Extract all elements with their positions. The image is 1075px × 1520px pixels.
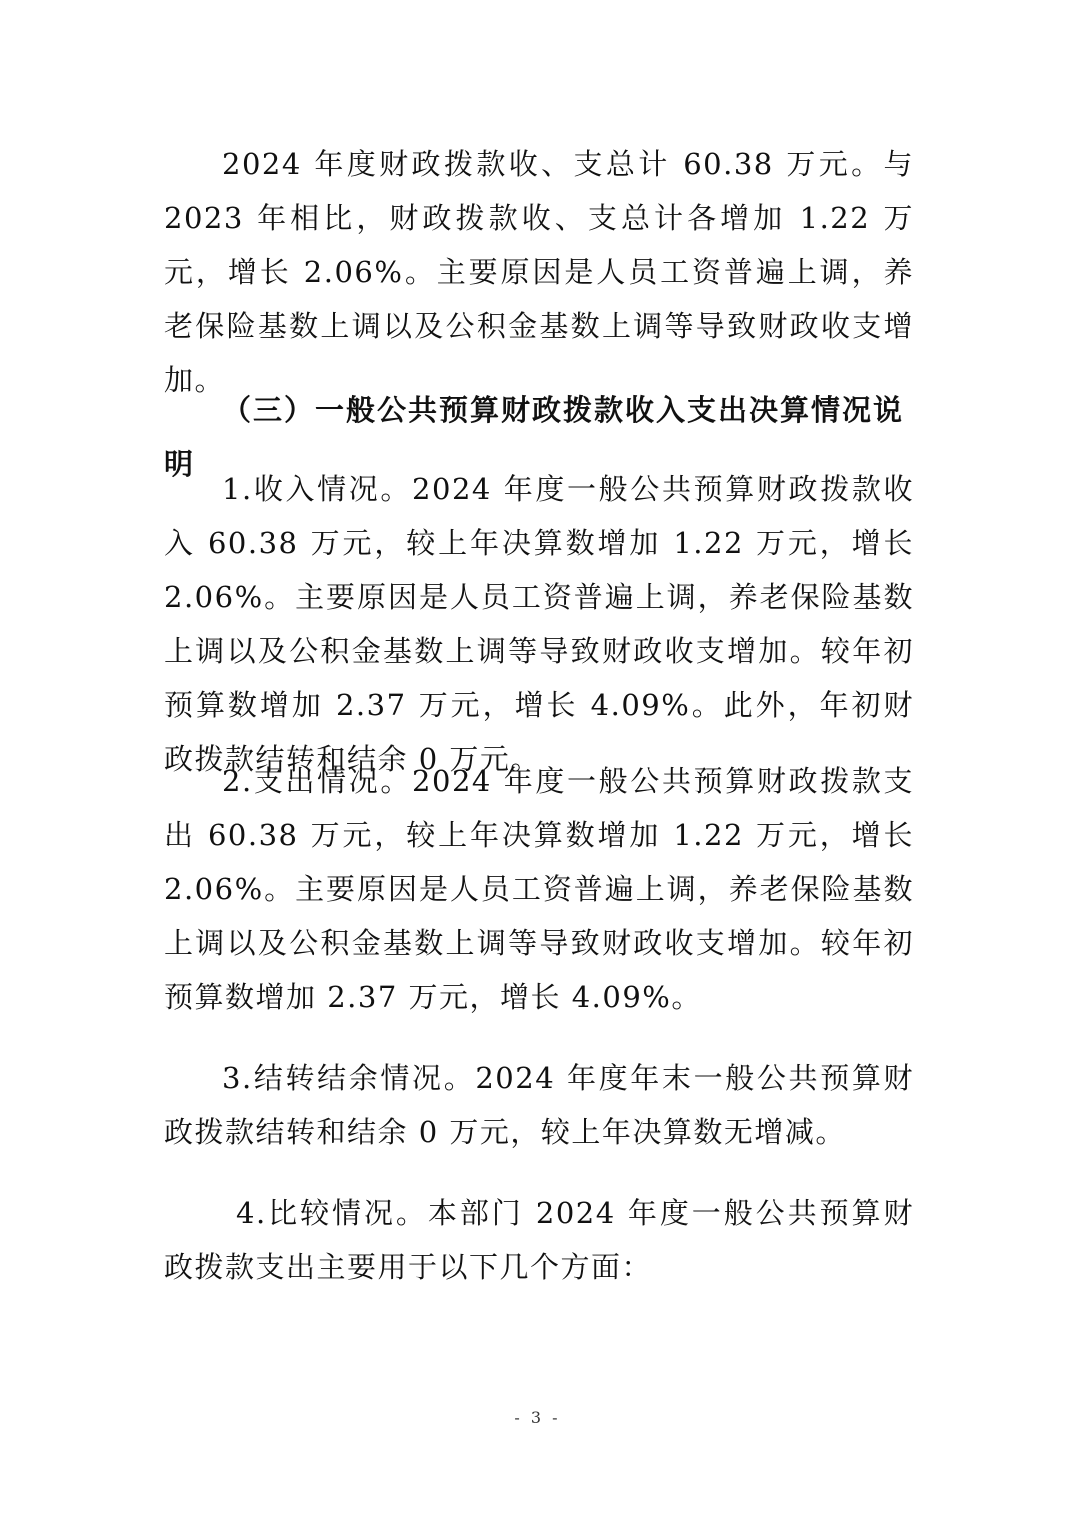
- section-heading: （三）一般公共预算财政拨款收入支出决算情况说明: [164, 393, 905, 481]
- page-number: - 3 -: [514, 1408, 561, 1427]
- paragraph-comparison: 4.比较情况。本部门 2024 年度一般公共预算财政拨款支出主要用于以下几个方面：: [164, 1196, 914, 1284]
- paragraph-total-summary: 2024 年度财政拨款收、支总计 60.38 万元。与 2023 年相比，财政拨款收、支总计各增加 1.22 万元，增长 2.06%。主要原因是人员工资普遍上调，养老保险基数上调以及公积金基数上调等导致财政收支增加。: [164, 147, 914, 397]
- paragraph-carryover: 3.结转结余情况。2024 年度年末一般公共预算财政拨款结转和结余 0 万元，较上年决算数无增减。: [164, 1061, 914, 1149]
- paragraph-income: 1.收入情况。2024 年度一般公共预算财政拨款收入 60.38 万元，较上年决算数增加 1.22 万元，增长 2.06%。主要原因是人员工资普遍上调，养老保险基数上调以及公积金基数上调等导致财政收支增加。较年初预算数增加 2.37 万元，增长 4.09%。此外，年初财政拨款结转和结余 0 万元。: [164, 472, 914, 776]
- paragraph-expenditure: 2.支出情况。2024 年度一般公共预算财政拨款支出 60.38 万元，较上年决算数增加 1.22 万元，增长 2.06%。主要原因是人员工资普遍上调，养老保险基数上调以及公积金基数上调等导致财政收支增加。较年初预算数增加 2.37 万元，增长 4.09%。: [164, 764, 914, 1014]
